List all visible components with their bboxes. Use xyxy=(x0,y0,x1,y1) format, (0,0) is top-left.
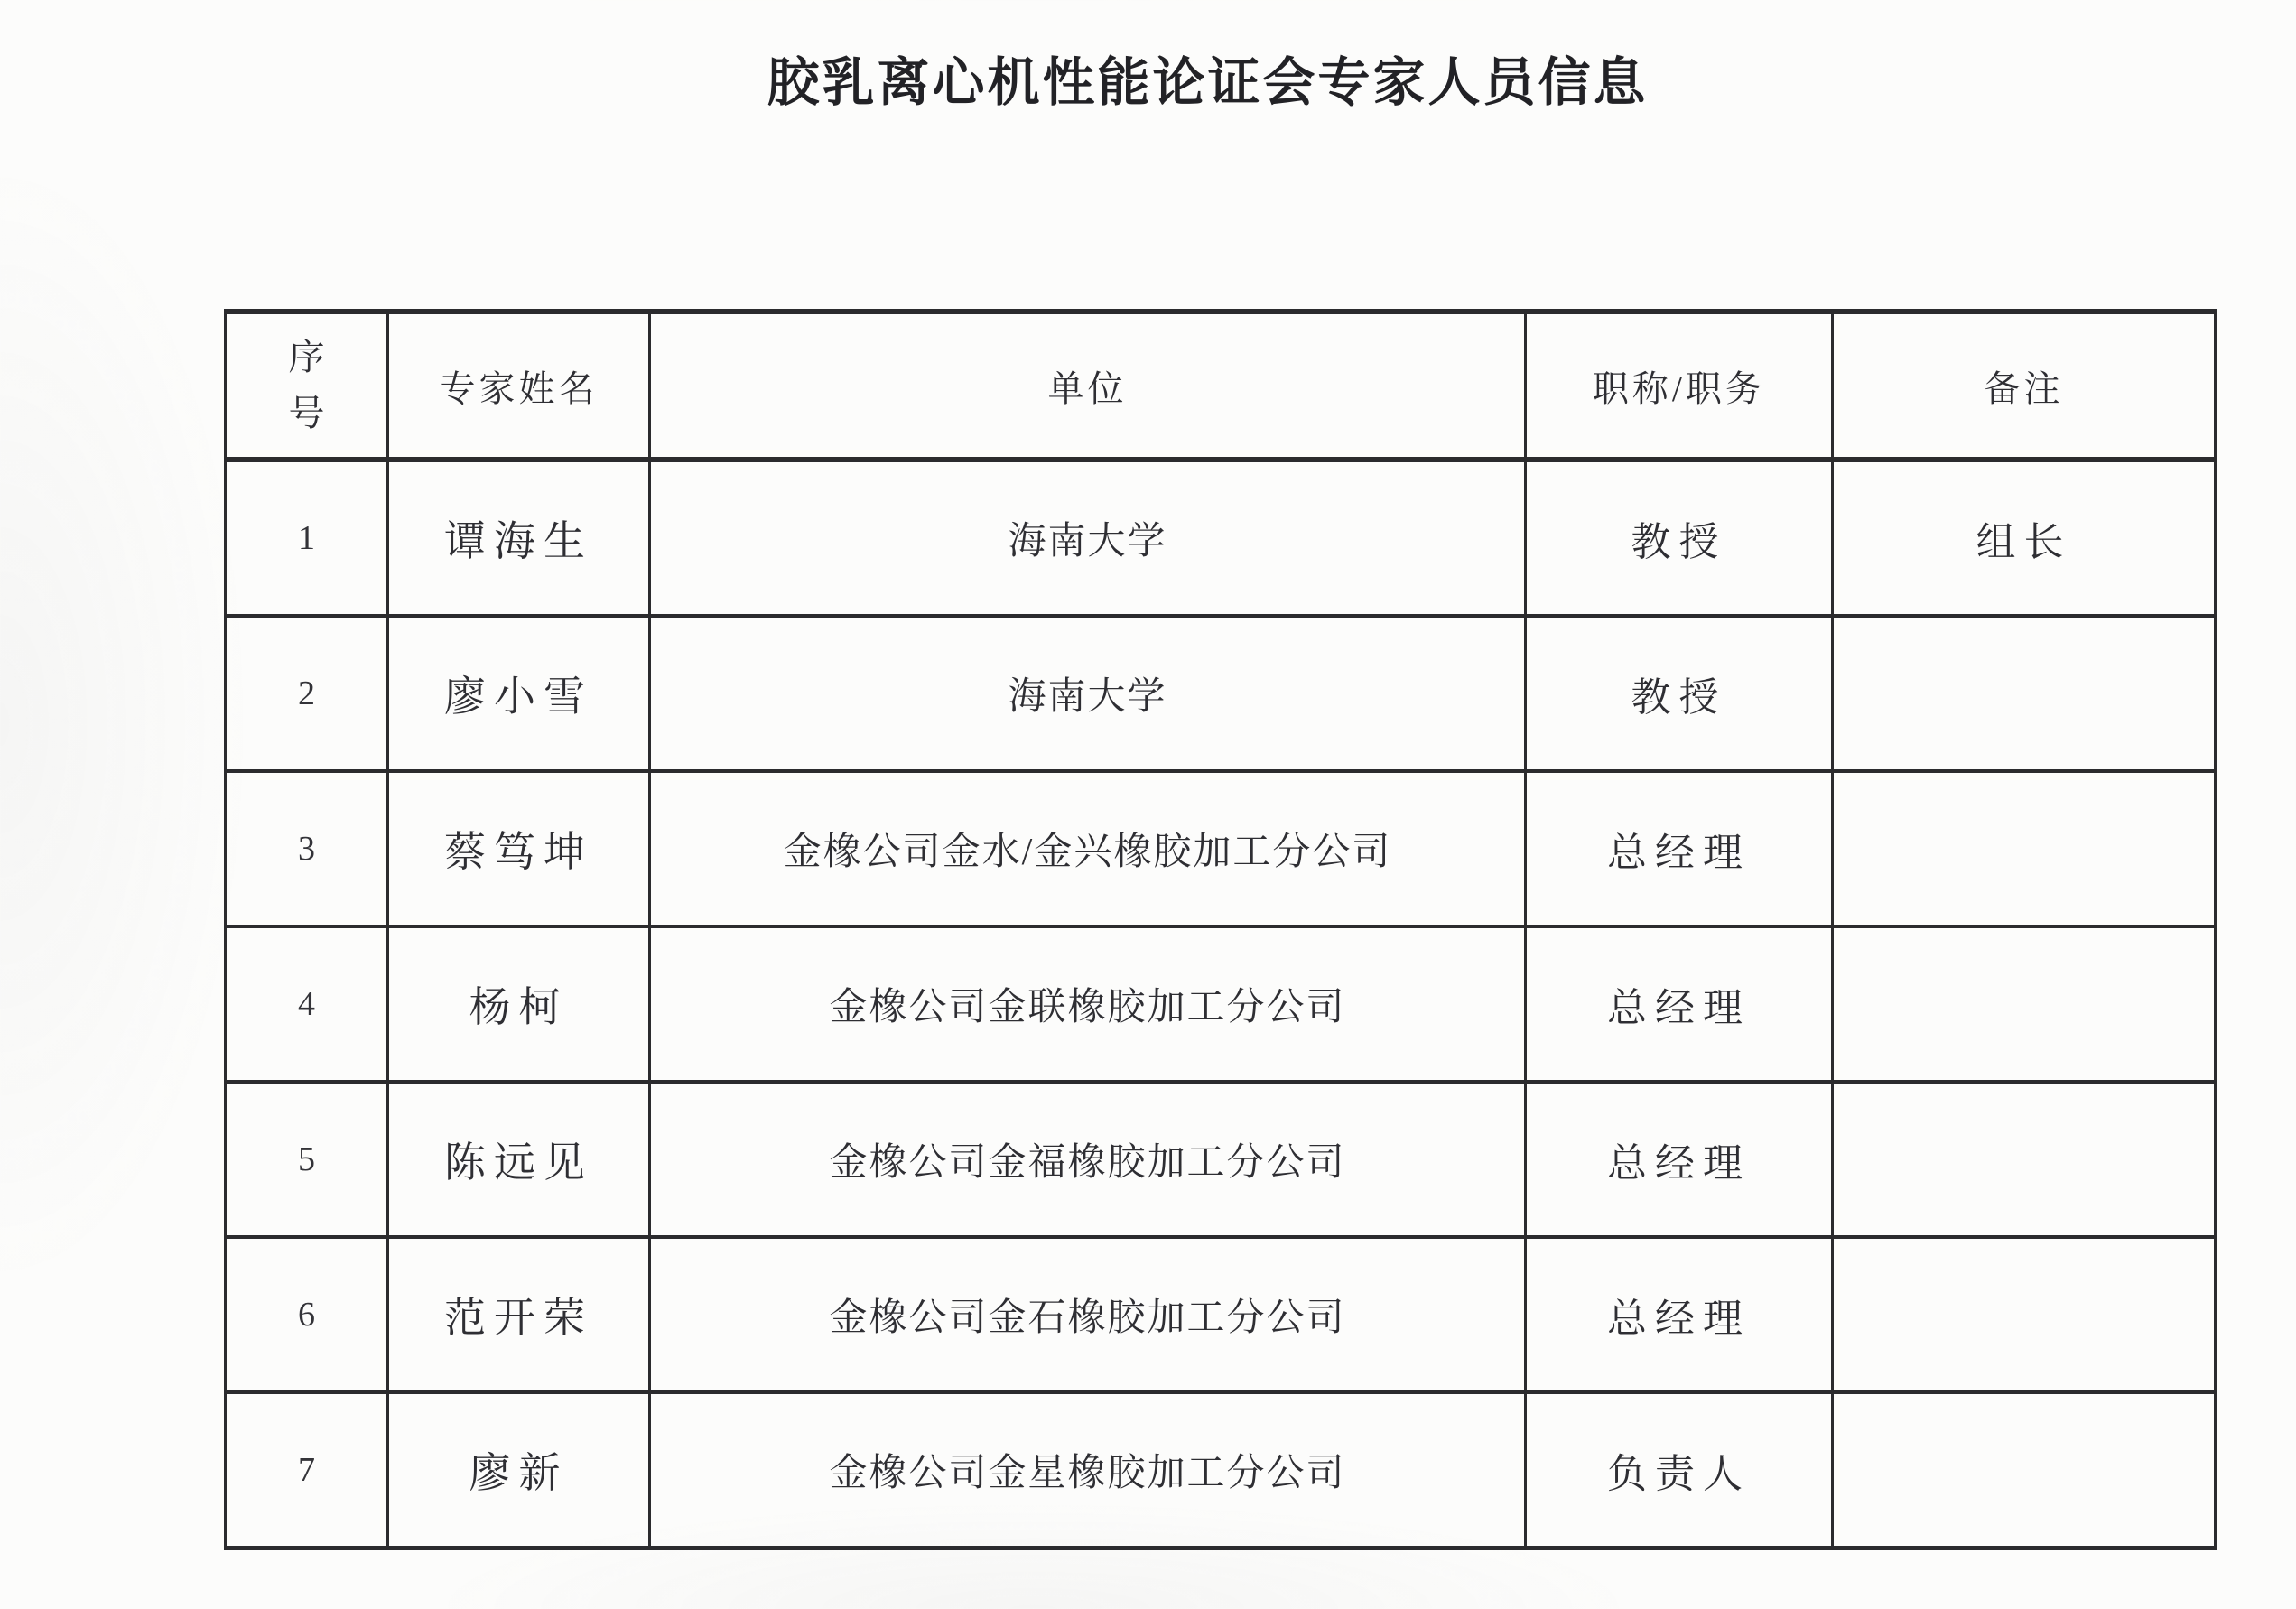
cell-row1-name: 谭海生 xyxy=(388,460,650,616)
cell-row7-no: 7 xyxy=(226,1392,388,1549)
table-header-row xyxy=(226,312,2216,460)
cell-row6-unit: 金橡公司金石橡胶加工分公司 xyxy=(650,1237,1526,1392)
cell-row7-name: 廖新 xyxy=(388,1392,650,1549)
cell-row3-note xyxy=(1833,771,2216,926)
page-title: 胶乳离心机性能论证会专家人员信息 xyxy=(767,53,1649,112)
cell-row2-unit: 海南大学 xyxy=(650,616,1526,771)
cell-row5-name: 陈远见 xyxy=(388,1082,650,1237)
column-header-title: 职称/职务 xyxy=(1526,312,1833,460)
cell-row4-title: 总经理 xyxy=(1526,926,1833,1082)
table-row xyxy=(226,926,2216,1082)
table-row xyxy=(226,460,2216,616)
cell-row5-unit: 金橡公司金福橡胶加工分公司 xyxy=(650,1082,1526,1237)
cell-row6-name: 范开荣 xyxy=(388,1237,650,1392)
cell-row3-unit: 金橡公司金水/金兴橡胶加工分公司 xyxy=(650,771,1526,926)
cell-row3-name: 蔡笃坤 xyxy=(388,771,650,926)
column-header-no-label: 序号 xyxy=(288,337,325,433)
column-header-no xyxy=(226,312,388,460)
cell-row4-no: 4 xyxy=(226,926,388,1082)
table-row xyxy=(226,1082,2216,1237)
cell-row6-title: 总经理 xyxy=(1526,1237,1833,1392)
cell-row1-unit: 海南大学 xyxy=(650,460,1526,616)
cell-row1-no: 1 xyxy=(226,460,388,616)
cell-row3-title: 总经理 xyxy=(1526,771,1833,926)
column-header-name: 专家姓名 xyxy=(388,312,650,460)
cell-row6-no: 6 xyxy=(226,1237,388,1392)
column-header-unit: 单位 xyxy=(650,312,1526,460)
table-row xyxy=(226,1392,2216,1549)
cell-row4-note xyxy=(1833,926,2216,1082)
cell-row1-note: 组长 xyxy=(1833,460,2216,616)
cell-row7-unit: 金橡公司金星橡胶加工分公司 xyxy=(650,1392,1526,1549)
cell-row4-unit: 金橡公司金联橡胶加工分公司 xyxy=(650,926,1526,1082)
cell-row1-title: 教授 xyxy=(1526,460,1833,616)
cell-row6-note xyxy=(1833,1237,2216,1392)
cell-row3-no: 3 xyxy=(226,771,388,926)
table-row xyxy=(226,616,2216,771)
column-header-note: 备注 xyxy=(1833,312,2216,460)
experts-info-table xyxy=(224,309,2217,1550)
cell-row5-note xyxy=(1833,1082,2216,1237)
cell-row2-no: 2 xyxy=(226,616,388,771)
cell-row2-note xyxy=(1833,616,2216,771)
cell-row7-note xyxy=(1833,1392,2216,1549)
table-row xyxy=(226,771,2216,926)
table-row xyxy=(226,1237,2216,1392)
cell-row4-name: 杨柯 xyxy=(388,926,650,1082)
cell-row2-name: 廖小雪 xyxy=(388,616,650,771)
cell-row7-title: 负责人 xyxy=(1526,1392,1833,1549)
cell-row5-title: 总经理 xyxy=(1526,1082,1833,1237)
cell-row5-no: 5 xyxy=(226,1082,388,1237)
cell-row2-title: 教授 xyxy=(1526,616,1833,771)
